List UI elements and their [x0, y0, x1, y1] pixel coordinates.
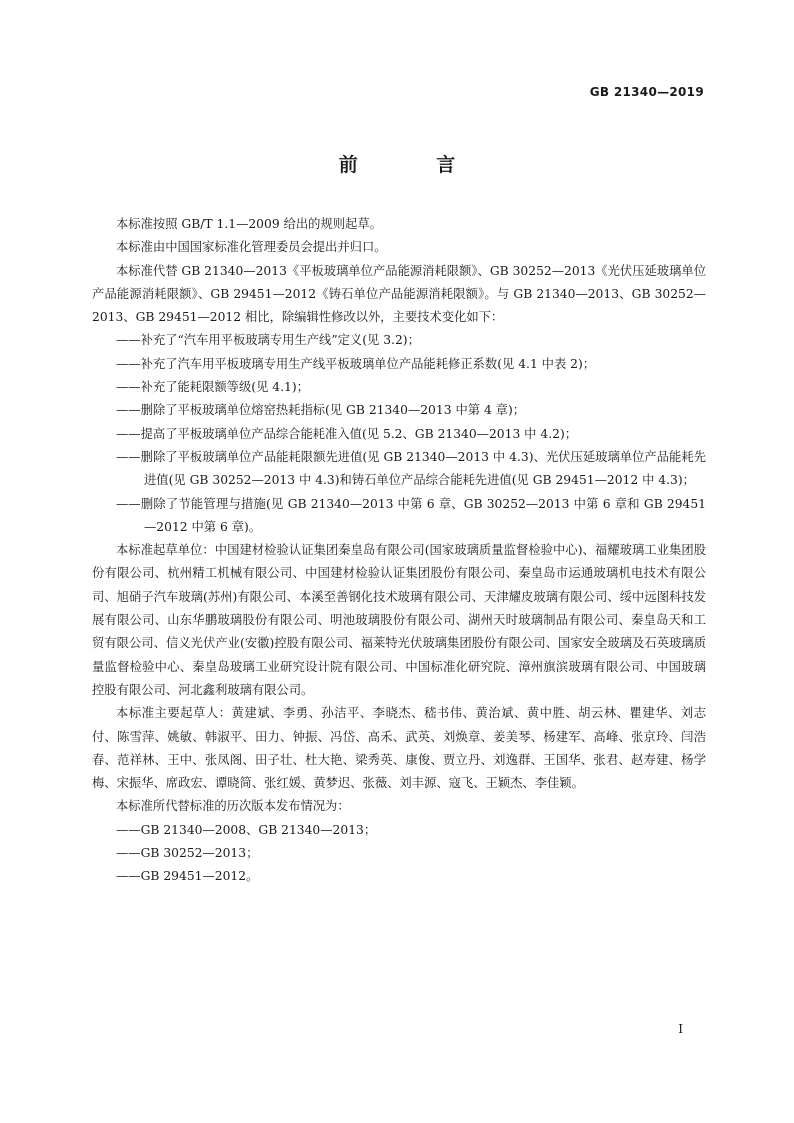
- page-title: 前 言: [338, 154, 492, 176]
- history-item: ——GB 29451—2012。: [116, 869, 259, 884]
- history-item: ——GB 30252—2013；: [116, 846, 259, 861]
- change-item: ——补充了汽车用平板玻璃专用生产线平板玻璃单位产品能耗修正系数(见 4.1 中表 2)；: [116, 356, 596, 371]
- change-item: ——删除了平板玻璃单位熔窑热耗指标(见 GB 21340—2013 中第 4 章)；: [116, 403, 526, 418]
- foreword-body: [92, 213, 706, 889]
- paragraph-proposer: 本标准由中国国家标准化管理委员会提出并归口。: [116, 240, 387, 255]
- paragraph-history-intro: 本标准所代替标准的历次版本发布情况为：: [116, 799, 350, 814]
- paragraph-replacement: 本标准代替 GB 21340—2013《平板玻璃单位产品能源消耗限额》、GB 30252—2013《光伏压延玻璃单位产品能源消耗限额》、GB 29451—2012《铸石单位产品能源消耗限额》。与 GB 21340—2013、GB 30252—2013、GB 29451—2012 相比，除编辑性修改以外，主要技术变化如下：: [92, 263, 706, 325]
- history-item: ——GB 21340—2008、GB 21340—2013；: [116, 822, 377, 837]
- change-item: ——删除了平板玻璃单位产品能耗限额先进值(见 GB 21340—2013 中 4.3)、光伏压延玻璃单位产品能耗先进值(见 GB 30252—2013 中 4.3)和铸石单位产品综合能耗先进值(见 GB 29451—2012 中 4.3)；: [116, 449, 706, 488]
- change-item: ——删除了节能管理与措施(见 GB 21340—2013 中第 6 章、GB 30252—2013 中第 6 章和 GB 29451—2012 中第 6 章)。: [116, 496, 706, 534]
- paragraph-drafting-units: 本标准起草单位：中国建材检验认证集团秦皇岛有限公司(国家玻璃质量监督检验中心)、福耀玻璃工业集团股份有限公司、杭州精工机械有限公司、中国建材检验认证集团股份有限公司、秦皇岛市运通玻璃机电技术有限公司、旭硝子汽车玻璃(苏州)有限公司、本溪至善钢化技术玻璃有限公司、天津耀皮玻璃有限公司、绥中远图科技发展有限公司、山东华鹏玻璃股份有限公司、明池玻璃股份有限公司、湖州天时玻璃制品有限公司、秦皇岛天和工贸有限公司、信义光伏产业(安徽)控股有限公司、福莱特光伏玻璃集团股份有限公司、国家安全玻璃及石英玻璃质量监督检验中心、秦皇岛玻璃工业研究设计院有限公司、中国标准化研究院、漳州旗滨玻璃有限公司、中国玻璃控股有限公司、河北鑫利玻璃有限公司。: [92, 543, 706, 697]
- standard-code-header: GB 21340—2019: [589, 85, 704, 99]
- change-item: ——补充了能耗限额等级(见 4.1)；: [116, 380, 309, 395]
- paragraph-drafters: 本标准主要起草人：黄建斌、李勇、孙洁平、李晓杰、嵇书伟、黄治斌、黄中胜、胡云林、瞿建华、刘志付、陈雪萍、姚敏、韩淑平、田力、钟振、冯岱、高禾、武英、刘焕章、姜美琴、杨建军、高峰、张京玲、闫浩春、范祥林、王中、张凤阁、田子壮、杜大艳、梁秀英、康俊、贾立丹、刘逸群、王国华、张君、赵寿建、杨学梅、宋振华、席政宏、谭晓简、张红媛、黄梦迟、张薇、刘丰源、寇飞、王颖杰、李佳颖。: [92, 706, 706, 791]
- change-item: ——提高了平板玻璃单位产品综合能耗准入值(见 5.2、GB 21340—2013 中 4.2)；: [116, 426, 578, 441]
- page-number: I: [678, 1022, 683, 1036]
- paragraph-drafting-rules: 本标准按照 GB/T 1.1—2009 给出的规则起草。: [116, 217, 382, 231]
- change-item: ——补充了“汽车用平板玻璃专用生产线”定义(见 3.2)；: [116, 333, 420, 348]
